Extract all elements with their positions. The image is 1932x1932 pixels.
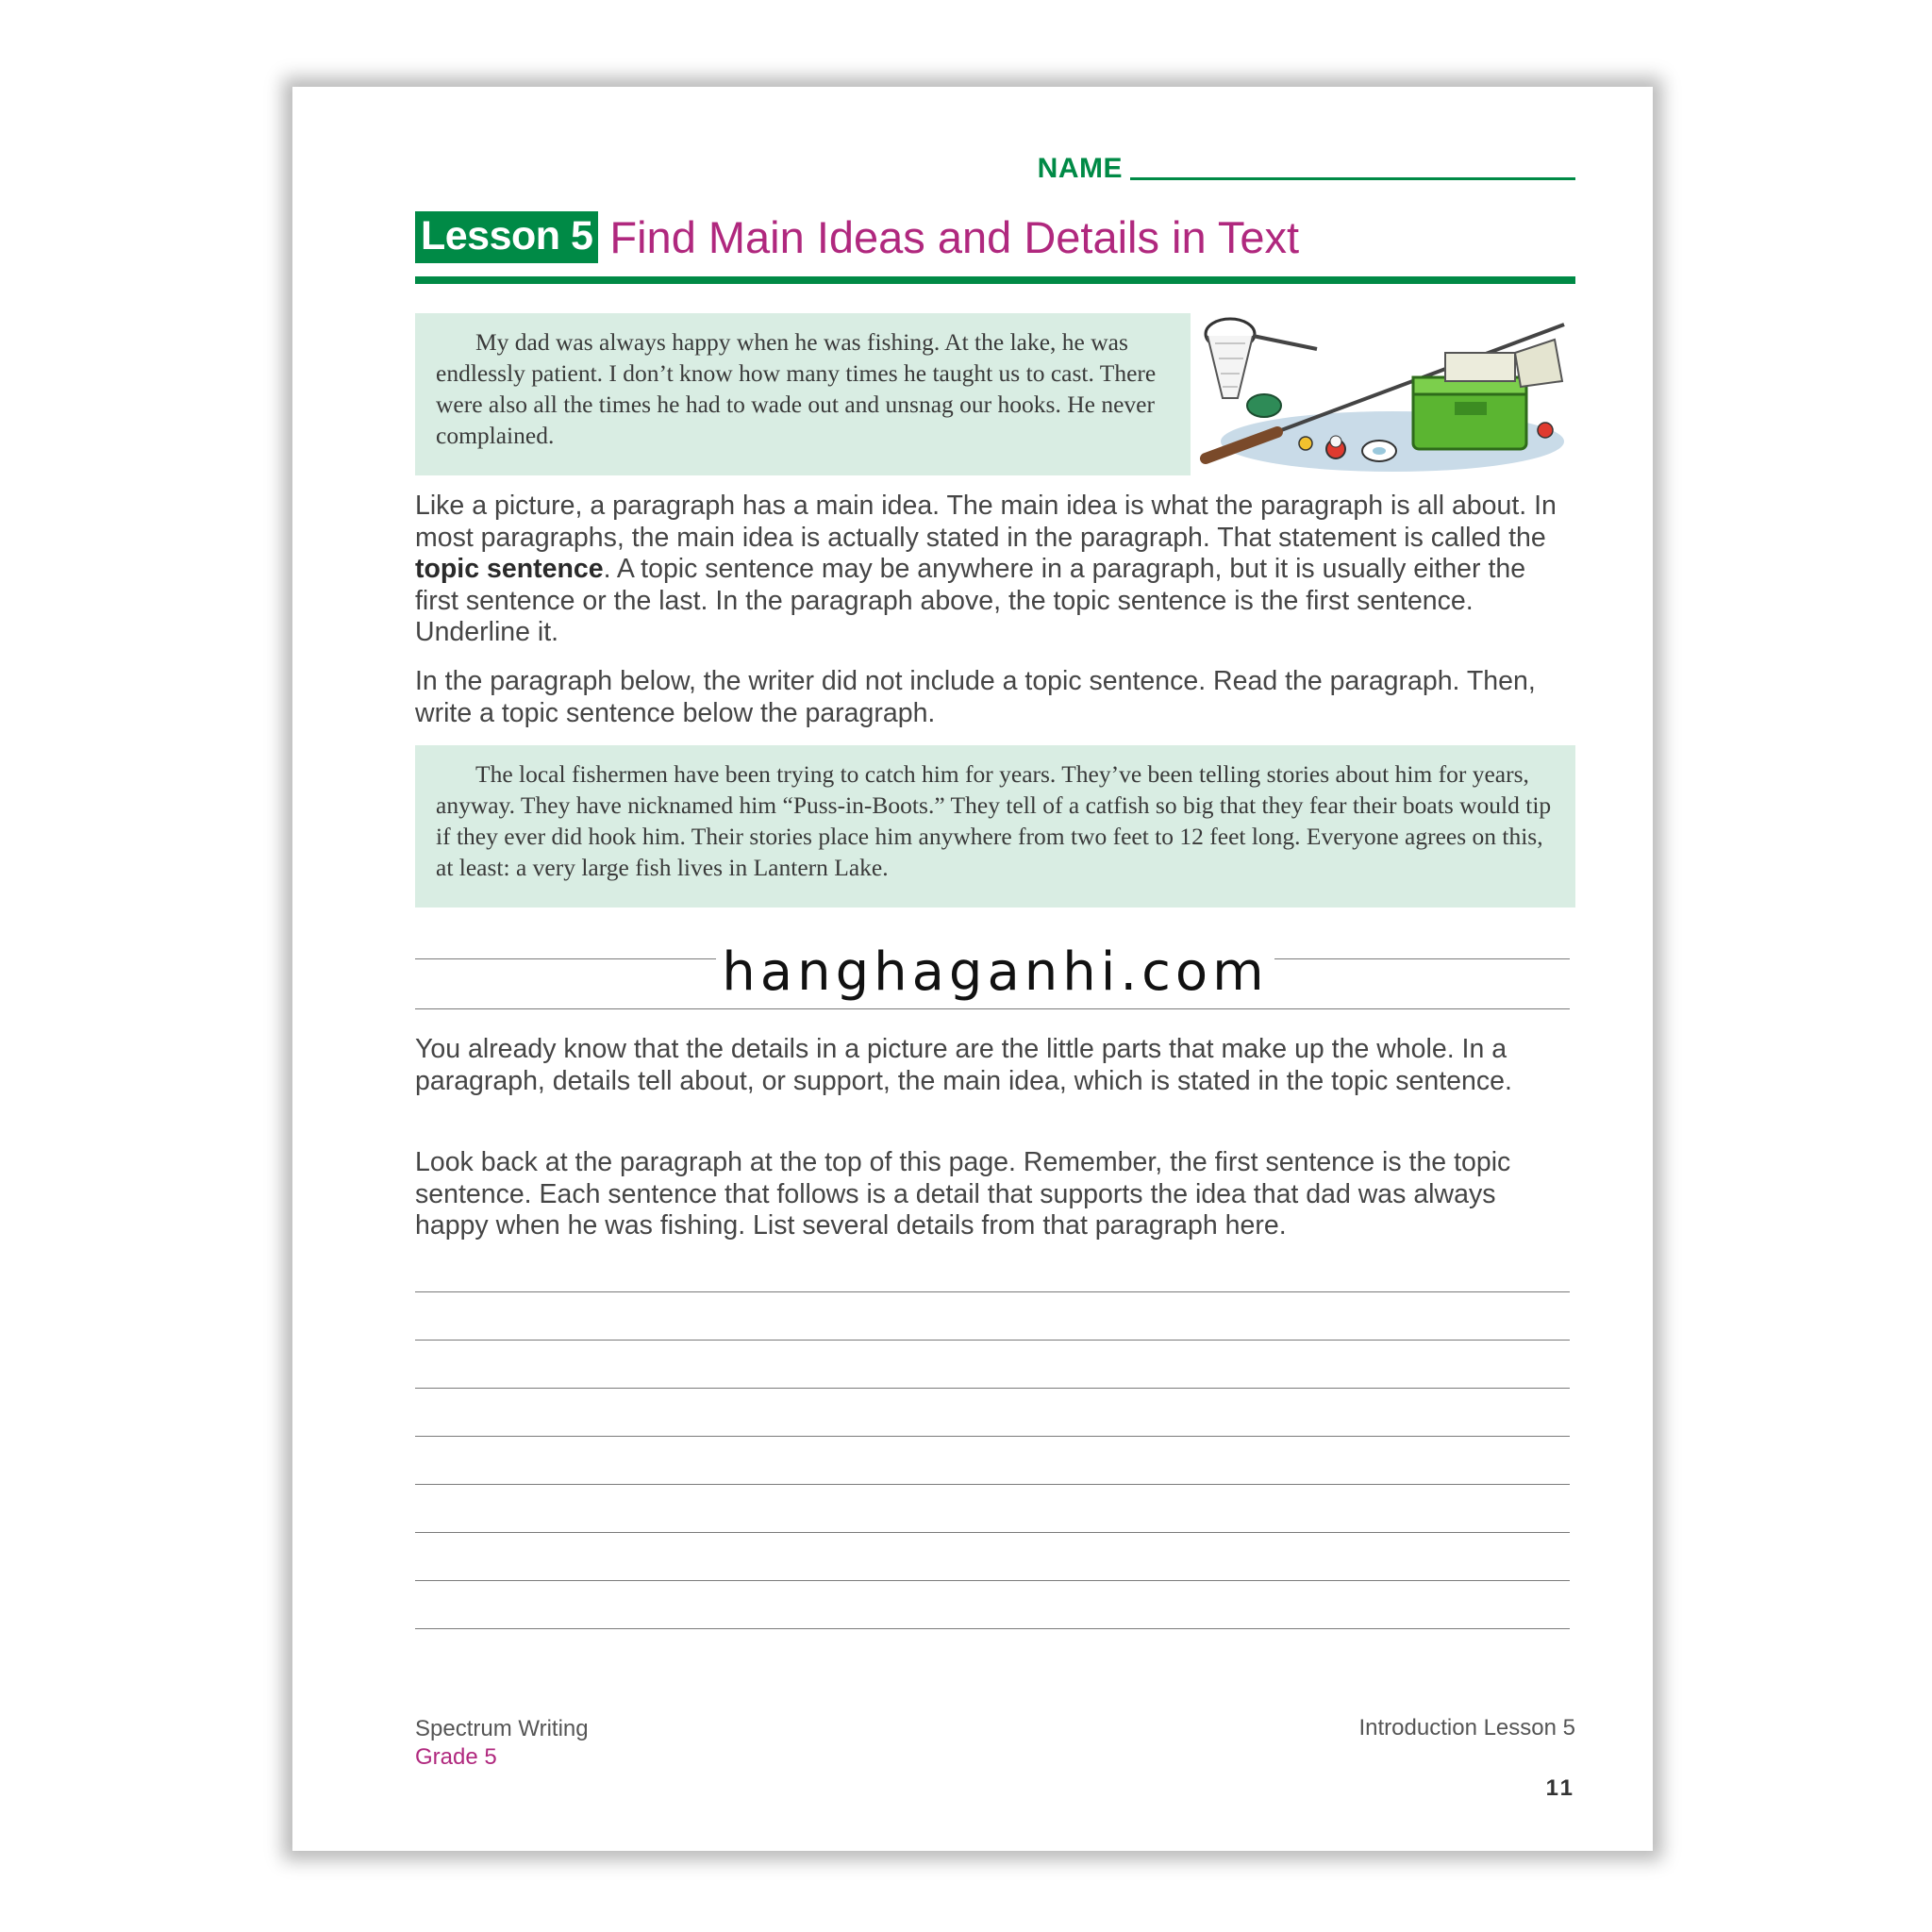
title-divider xyxy=(415,276,1575,284)
grade-label: Grade 5 xyxy=(415,1744,497,1770)
answer-line[interactable] xyxy=(415,1291,1570,1292)
page-content xyxy=(415,87,1575,1851)
intro-text-start: Like a picture, a paragraph has a main idea. The main idea is what the paragraph is all about. In most paragraphs, the main idea is actually stated in the paragraph. That statement is called the xyxy=(415,491,1557,553)
instruction-paragraph: In the paragraph below, the writer did not include a topic sentence. Read the paragraph. Then, write a topic sentence below the paragraph. xyxy=(415,666,1536,728)
story-box-catfish xyxy=(415,745,1575,908)
answer-line[interactable] xyxy=(415,1532,1570,1533)
lesson-title: Find Main Ideas and Details in Text xyxy=(609,212,1300,262)
intro-paragraph xyxy=(415,491,1575,649)
book-title: Spectrum Writing xyxy=(415,1716,589,1741)
details-instruction-paragraph: Look back at the paragraph at the top of this page. Remember, the first sentence is the topic sentence. Each sentence that follows is a detail that supports the idea that dad was always happy when he was fishing. List several details from that paragraph here. xyxy=(415,1147,1511,1241)
footer-section: Introduction Lesson 5 xyxy=(1358,1715,1575,1740)
name-label: NAME xyxy=(1037,153,1123,184)
story-text: The local fishermen have been trying to catch him for years. They’ve been telling stories about him for years, anyway. They have nicknamed him “Puss-in-Boots.” They tell of a catfish so big that they fear their boats would tip if they ever did hook him. Their stories place him anywhere from two feet to 12 feet long. Everyone agrees on this, at least: a very large fish lives in Lantern Lake. xyxy=(436,760,1552,881)
answer-line[interactable] xyxy=(415,1340,1570,1341)
answer-line[interactable] xyxy=(415,1388,1570,1389)
answer-line[interactable] xyxy=(415,1580,1570,1581)
reel-icon xyxy=(1362,441,1396,461)
answer-line[interactable] xyxy=(415,1628,1570,1629)
answer-line[interactable] xyxy=(415,1008,1570,1009)
footer-book-info xyxy=(415,1715,589,1772)
name-field xyxy=(1038,153,1575,185)
worksheet-page xyxy=(292,87,1653,1851)
answer-line[interactable] xyxy=(415,1484,1570,1485)
watermark-text: hanghaganhi.com xyxy=(716,941,1274,1003)
lesson-badge: Lesson 5 xyxy=(415,211,598,263)
answer-line[interactable] xyxy=(415,1436,1570,1437)
net-icon xyxy=(1206,319,1317,398)
story-box-fishing-dad xyxy=(415,313,1191,475)
watermark xyxy=(415,941,1575,1003)
story-text: My dad was always happy when he was fishing. At the lake, he was endlessly patient. I don’t know how many times he taught us to cast. There were also all the times he had to wade out and unsnag our hooks. He never complained. xyxy=(436,328,1157,449)
name-blank-line[interactable] xyxy=(1130,176,1575,180)
intro-text-end: . A topic sentence may be anywhere in a paragraph, but it is usually either the first sentence or the last. In the paragraph above, the topic sentence is the first sentence. Underline it. xyxy=(415,554,1526,647)
fishing-gear-illustration xyxy=(1194,311,1577,477)
page-number: 11 xyxy=(1545,1775,1575,1801)
topic-sentence-term: topic sentence xyxy=(415,554,604,584)
lesson-heading xyxy=(415,211,1299,263)
details-paragraph: You already know that the details in a picture are the little parts that make up the whole. In a paragraph, details tell about, or support, the main idea, which is stated in the topic sentence. xyxy=(415,1034,1512,1096)
